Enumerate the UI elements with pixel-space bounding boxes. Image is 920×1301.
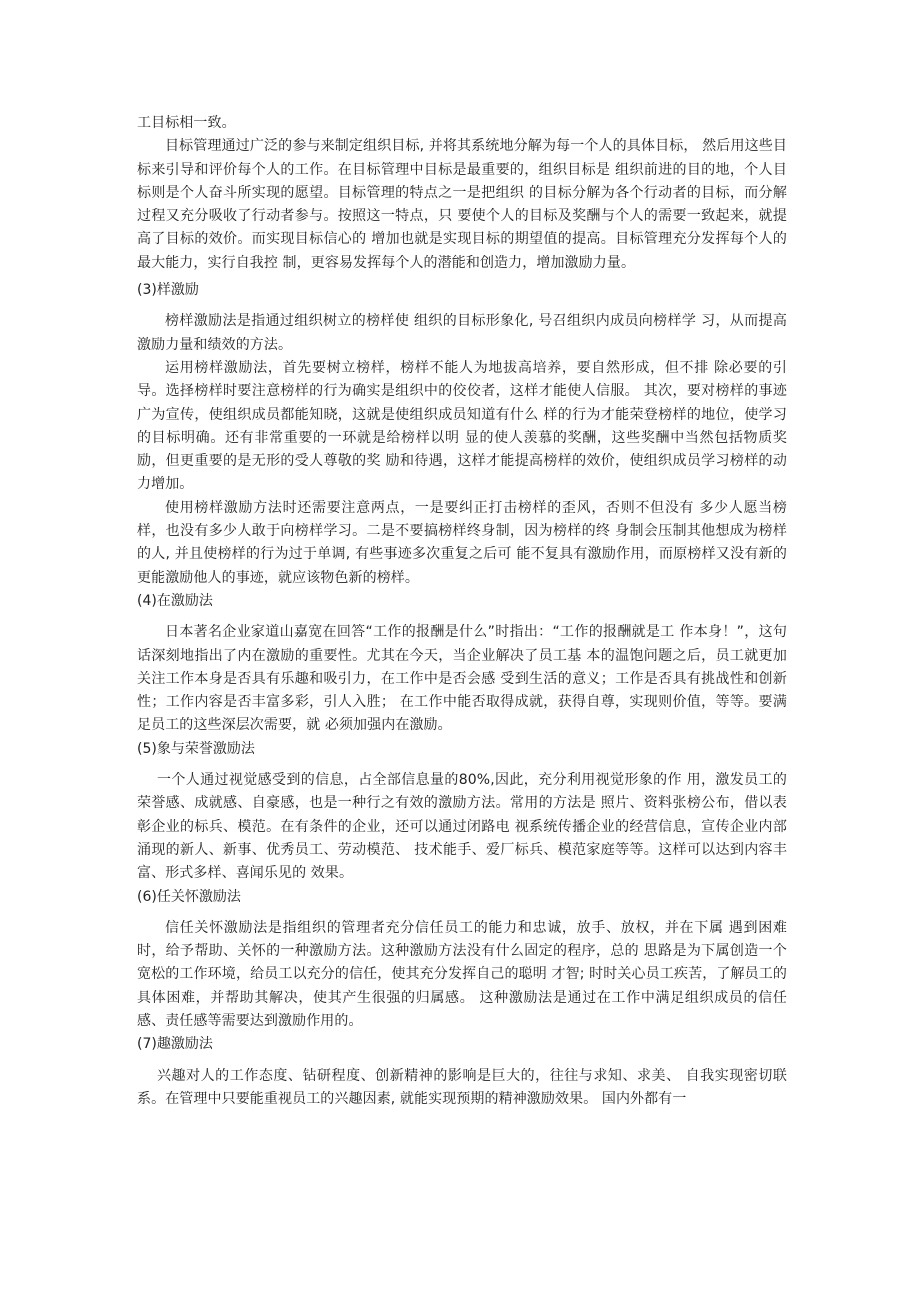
section-heading-6: (6)任关怀激励法 bbox=[137, 888, 241, 905]
section-3-paragraph-3: 使用榜样激励方法时还需要注意两点，一是要纠正打击榜样的歪风，否则不但没有 多少人愿当榜样，也没有多少人敢于向榜样学习。二是不要搞榜样终身制，因为榜样的终 身制会压制其他想成为榜样的人, 并且使榜样的行为过于单调, 有些事迹多次重复之后可 能不复具有激励作用，而原榜样又没有新的更能激励他人的事迹，就应该物色新的榜样。 bbox=[137, 499, 787, 586]
section-heading-5: (5)象与荣誉激励法 bbox=[137, 740, 255, 757]
section-3-paragraph-2: 运用榜样激励法，首先要树立榜样，榜样不能人为地拔高培养，要自然形成，但不排 除必要的引导。选择榜样时要注意榜样的行为确实是组织中的佼佼者，这样才能使人信服。 其次，要对榜样的事迹广为宣传，使组织成员都能知晓，这就是使组织成员知道有什么 样的行为才能荣登榜样的地位，使学习的目标明确。还有非常重要的一环就是给榜样以明 显的使人羡慕的奖酬，这些奖酬中当然包括物质奖励，但更重要的是无形的受人尊敬的奖 励和待遇，这样才能提高榜样的效价，使组织成员学习榜样的动力增加。 bbox=[137, 359, 787, 493]
section-6-paragraph-1: 信任关怀激励法是指组织的管理者充分信任员工的能力和忠诚，放手、放权，并在下属 遇到困难时，给予帮助、关怀的一种激励方法。这种激励方法没有什么固定的程序，总的 思路是为下属创造一个宽松的工作环境，给员工以充分的信任，使其充分发挥自己的聪明 才智; 时时关心员工疾苦，了解员工的具体困难，并帮助其解决，使其产生很强的归属感。 这种激励法是通过在工作中满足组织成员的信任感、责任感等需要达到激励作用的。 bbox=[137, 919, 787, 1029]
section-heading-4: (4)在激励法 bbox=[137, 592, 213, 609]
section-4-paragraph-1: 日本著名企业家道山嘉宽在回答“工作的报酬是什么”时指出：“工作的报酬就是工 作本身！”，这句话深刻地指出了内在激励的重要性。尤其在今天，当企业解决了员工基 本的温饱问题之后，员工就更加关注工作本身是否具有乐趣和吸引力，在工作中是否会感 受到生活的意义；工作是否具有挑战性和创新性；工作内容是否丰富多彩，引人入胜； 在工作中能否取得成就，获得自尊，实现则价值，等等。要满足员工的这些深层次需要，就 必须加强内在激励。 bbox=[137, 624, 787, 734]
section-3-paragraph-1: 榜样激励法是指通过组织树立的榜样使 组织的目标形象化, 号召组织内成员向榜样学 习，从而提高激励力量和绩效的方法。 bbox=[137, 313, 787, 353]
section-5-paragraph-1: 一个人通过视觉感受到的信息，占全部信息量的80%,因此，充分利用视觉形象的作 用，激发员工的荣誉感、成就感、自豪感，也是一种行之有效的激励方法。常用的方法是 照片、资料张榜公布，借以表彰企业的标兵、模范。在有条件的企业，还可以通过闭路电 视系统传播企业的经营信息，宣传企业内部涌现的新人、新事、优秀员工、劳动模范、 技术能手、爱厂标兵、模范家庭等等。这样可以达到内容丰富、形式多样、喜闻乐见的 效果。 bbox=[137, 772, 787, 882]
paragraph-goal-management: 目标管理通过广泛的参与来制定组织目标, 并将其系统地分解为每一个人的具体目标， 然后用这些目标来引导和评价每个人的工作。在目标管理中目标是最重要的，组织目标是 组织前进的目的地，个人目标则是个人奋斗所实现的愿望。目标管理的特点之一是把组织 的目标分解为各个行动者的目标，而分解过程又充分吸收了行动者参与。按照这一特点，只 要使个人的目标及奖酬与个人的需要一致起来，就提高了目标的效价。而实现目标信心的 增加也就是实现目标的期望值的提高。目标管理充分发挥每个人的最大能力，实行自我控 制，更容易发挥每个人的潜能和创造力，增加激励力量。 bbox=[137, 138, 787, 271]
opening-line: 工目标相一致。 bbox=[137, 115, 236, 131]
section-heading-7: (7)趣激励法 bbox=[137, 1036, 213, 1053]
section-heading-3: (3)样激励 bbox=[137, 282, 199, 299]
section-7-paragraph-1: 兴趣对人的工作态度、钻研程度、创新精神的影响是巨大的，往往与求知、求美、 自我实现密切联系。在管理中只要能重视员工的兴趣因素, 就能实现预期的精神激励效果。 国内外都有一 bbox=[137, 1067, 787, 1107]
document-body bbox=[137, 112, 787, 1111]
